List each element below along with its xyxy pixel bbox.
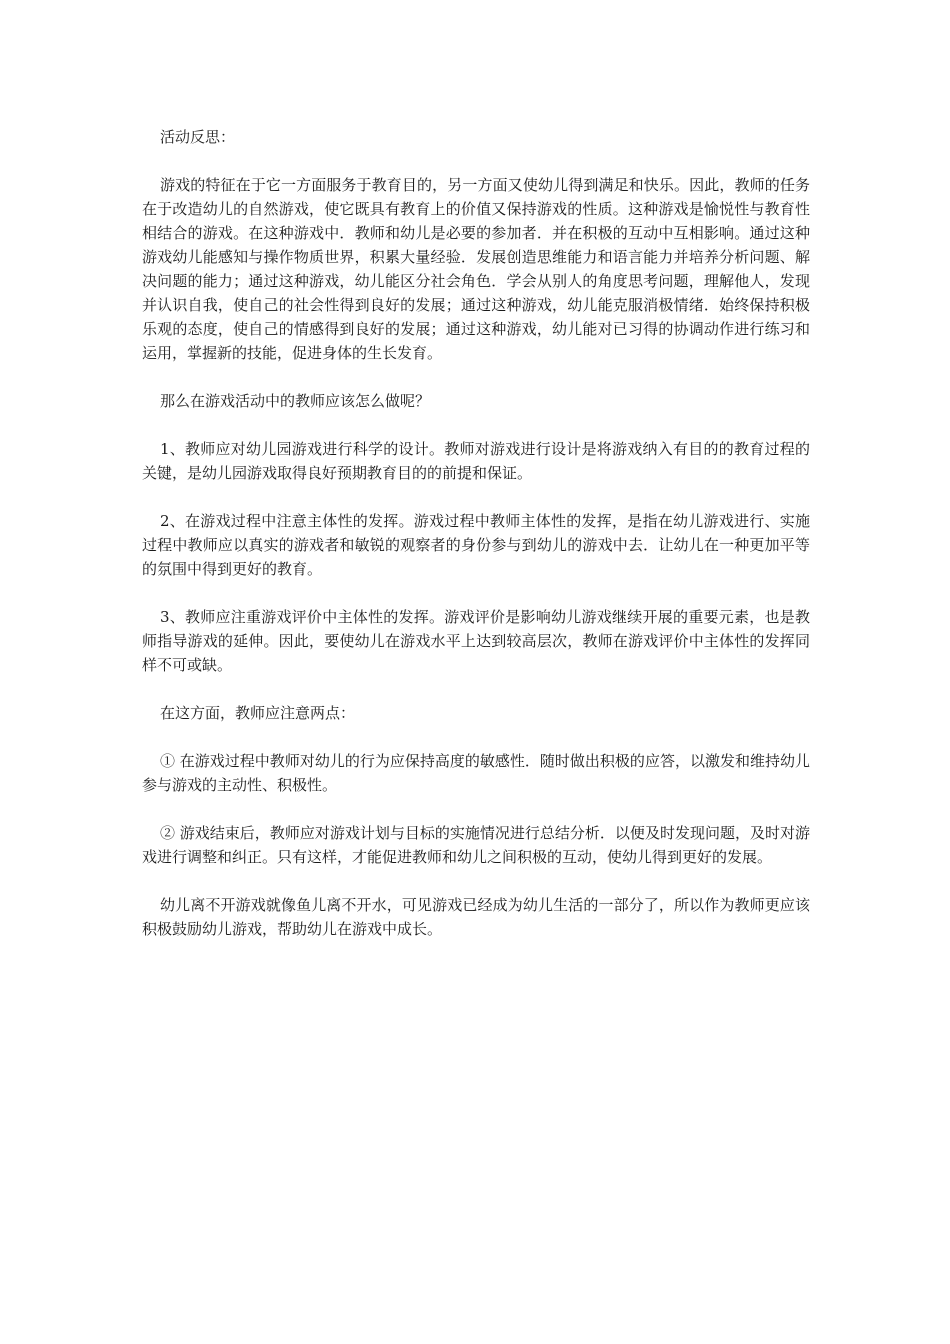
paragraph-game-features: 游戏的特征在于它一方面服务于教育目的，另一方面又使幼儿得到满足和快乐。因此，教师的任务在于改造幼儿的自然游戏，使它既具有教育上的价值又保持游戏的性质。这种游戏是愉悦性与教育性相结合的游戏。在这种游戏中．教师和幼儿是必要的参加者．并在积极的互动中互相影响。通过这种游戏幼儿能感知与操作物质世界，积累大量经验．发展创造思维能力和语言能力并培养分析问题、解决问题的能力；通过这种游戏，幼儿能区分社会角色．学会从别人的角度思考问题，理解他人，发现并认识自我，使自己的社会性得到良好的发展；通过这种游戏，幼儿能克服消极情绪．始终保持积极乐观的态度，使自己的情感得到良好的发展；通过这种游戏，幼儿能对已习得的协调动作进行练习和运用，掌握新的技能，促进身体的生长发育。 <box>142 176 810 362</box>
paragraph-subpoint-2: ② 游戏结束后，教师应对游戏计划与目标的实施情况进行总结分析．以便及时发现问题，及时对游戏进行调整和纠正。只有这样，才能促进教师和幼儿之间积极的互动，使幼儿得到更好的发展。 <box>142 824 810 866</box>
document-body <box>142 125 810 965</box>
paragraph-conclusion: 幼儿离不开游戏就像鱼儿离不开水，可见游戏已经成为幼儿生活的一部分了，所以作为教师更应该积极鼓励幼儿游戏，帮助幼儿在游戏中成长。 <box>142 896 810 938</box>
paragraph-point-2: 2、在游戏过程中注意主体性的发挥。游戏过程中教师主体性的发挥，是指在幼儿游戏进行、实施过程中教师应以真实的游戏者和敏锐的观察者的身份参与到幼儿的游戏中去．让幼儿在一种更加平等的氛围中得到更好的教育。 <box>142 512 810 578</box>
paragraph-two-points-intro: 在这方面，教师应注意两点： <box>160 704 356 722</box>
section-heading-reflection: 活动反思： <box>160 128 236 146</box>
paragraph-question: 那么在游戏活动中的教师应该怎么做呢？ <box>160 392 431 410</box>
paragraph-point-1: 1、教师应对幼儿园游戏进行科学的设计。教师对游戏进行设计是将游戏纳入有目的的教育过程的关键，是幼儿园游戏取得良好预期教育目的的前提和保证。 <box>142 440 810 482</box>
paragraph-subpoint-1: ① 在游戏过程中教师对幼儿的行为应保持高度的敏感性．随时做出积极的应答，以激发和维持幼儿参与游戏的主动性、积极性。 <box>142 752 810 794</box>
paragraph-point-3: 3、教师应注重游戏评价中主体性的发挥。游戏评价是影响幼儿游戏继续开展的重要元素，也是教师指导游戏的延伸。因此，要使幼儿在游戏水平上达到较高层次，教师在游戏评价中主体性的发挥同样不可或缺。 <box>142 608 810 674</box>
